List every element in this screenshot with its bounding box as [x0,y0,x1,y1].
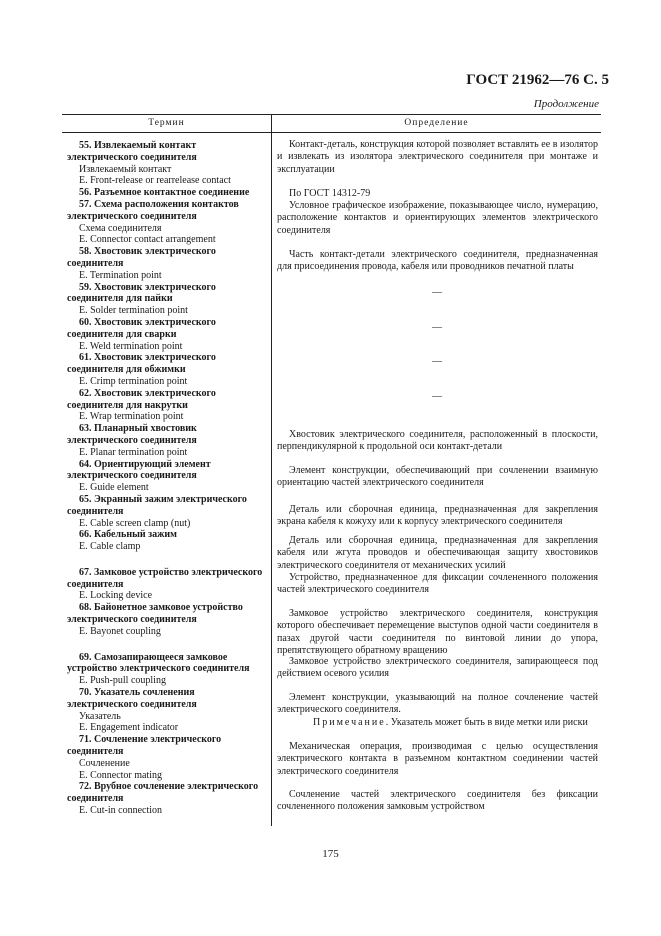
note-label: Примечание [313,716,386,728]
term-67-english: E. Locking device [79,590,153,602]
term-68: 68. Байонетное замковое устройство электрического соединителя [67,602,243,626]
definition-67: Устройство, предназначенное для фиксации сочлененного положения частей электрического соединителя [277,572,598,596]
definition-57: Условное графическое изображение, показывающее число, нумерацию, расположение контактов и ориентирующих элементов электрического соединителя [277,200,598,236]
term-71: 71. Сочленение электрического соединителя [67,734,222,758]
definition-56: По ГОСТ 14312-79 [289,188,371,199]
term-64-english: E. Guide element [79,482,149,494]
term-67: 67. Замковое устройство электрического соединителя [67,566,263,590]
definition-72: Сочленение частей электрического соединителя без фиксации сочлененного положения замковым устройством [277,789,598,813]
term-61: 61. Хвостовик электрического соединителя для обжимки [67,352,216,376]
term-70-english: E. Engagement indicator [79,722,179,734]
term-56: 56. Разъемное контактное соединение [79,187,250,199]
page-number: 175 [322,848,339,860]
definition-62: — [432,391,442,402]
column-header-term: Термин [148,118,185,128]
term-66-english: E. Cable clamp [79,541,141,553]
term-60-english: E. Weld termination point [79,340,183,352]
term-65: 65. Экранный зажим электрического соединителя [67,493,247,517]
term-66: 66. Кабельный зажим [79,529,177,541]
definition-63: Хвостовик электрического соединителя, расположенный в плоскости, перпендикулярной к продольной оси контакт-детали [277,429,598,453]
term-59-english: E. Solder termination point [79,305,188,317]
definition-66: Деталь или сборочная единица, предназначенная для закрепления кабеля или жгута проводов и обеспечивающая защиту хвостовиков электрического соединителя от механических усилий [277,535,598,571]
definition-60: — [432,322,442,333]
term-55: 55. Извлекаемый контакт электрического соединителя [67,140,197,163]
term-71-english: E. Connector mating [79,769,163,781]
definition-71: Механическая операция, производимая с целью осуществления электрического контакта в разъемном контактном соединении частей электрического соединителя [277,741,598,777]
definition-58: Часть контакт-детали электрического соединителя, предназначенная для присоединения провода, кабеля или проводников печатной платы [277,249,598,273]
term-70: 70. Указатель сочленения электрического соединителя [67,687,197,710]
term-62: 62. Хвостовик электрического соединителя для накрутки [67,387,216,411]
term-57-english: E. Connector contact arrangement [79,234,216,246]
term-59: 59. Хвостовик электрического соединителя для пайки [67,281,216,305]
term-68-english: E. Bayonet coupling [79,625,161,637]
term-65-english: E. Cable screen clamp (nut) [79,517,191,529]
term-63-english: E. Planar termination point [79,446,188,458]
definition-64: Элемент конструкции, обеспечивающий при сочленении взаимную ориентацию частей электрического соединителя [277,465,598,489]
term-72: 72. Врубное сочленение электрического соединителя [67,781,259,805]
term-58-english: E. Termination point [79,269,162,281]
term-63: 63. Планарный хвостовик электрического соединителя [67,423,197,446]
term-55-synonym: Извлекаемый контакт [79,163,172,175]
definition-69: Замковое устройство электрического соединителя, запирающееся под действием осевого усилия [277,656,598,680]
definition-59: — [432,287,442,298]
note-text: . Указатель может быть в виде метки или риски [385,716,588,728]
term-70-synonym: Указатель [79,710,121,722]
term-72-english: E. Cut-in connection [79,805,163,817]
term-57-synonym: Схема соединителя [79,222,162,234]
term-69-english: E. Push-pull coupling [79,675,166,687]
term-69: 69. Самозапирающееся замковое устройство электрического соединителя [67,651,250,675]
term-61-english: E. Crimp termination point [79,375,188,387]
continuation-label: Продолжение [533,98,599,110]
term-57: 57. Схема расположения контактов электрического соединителя [67,198,239,222]
standard-header: ГОСТ 21962—76 С. 5 [466,72,609,88]
definition-55: Контакт-деталь, конструкция которой позволяет вставлять ее в изолятор и извлекать из изолятора электрического соединителя при монтаже и эксплуатации [277,139,598,175]
term-60: 60. Хвостовик электрического соединителя для сварки [67,316,216,340]
definition-61: — [432,356,442,367]
term-55-english: E. Front-release or rearrelease contact [79,175,231,187]
term-64: 64. Ориентирующий элемент электрического соединителя [67,458,211,482]
table-header-rule [62,132,601,133]
definition-65: Деталь или сборочная единица, предназначенная для закрепления экрана кабеля к кожуху или к корпусу электрического соединителя [277,504,598,528]
term-62-english: E. Wrap termination point [79,411,184,423]
note-70 [277,717,598,729]
terms-column [67,140,267,817]
column-header-definition: Определение [404,118,469,128]
column-divider [271,114,272,826]
definition-68: Замковое устройство электрического соединителя, конструкция которого обеспечивает перемещение выступов одной части соединителя в пазах другой части соединителя по винтовой линии до упора, препятствующего обратному вращению [277,608,598,657]
term-58: 58. Хвостовик электрического соединителя [67,246,216,269]
term-71-synonym: Сочленение [79,757,130,769]
definition-70: Элемент конструкции, указывающий на полное сочленение частей электрического соединителя. Примечание. Указатель может быть в виде метки или риски [277,692,598,728]
